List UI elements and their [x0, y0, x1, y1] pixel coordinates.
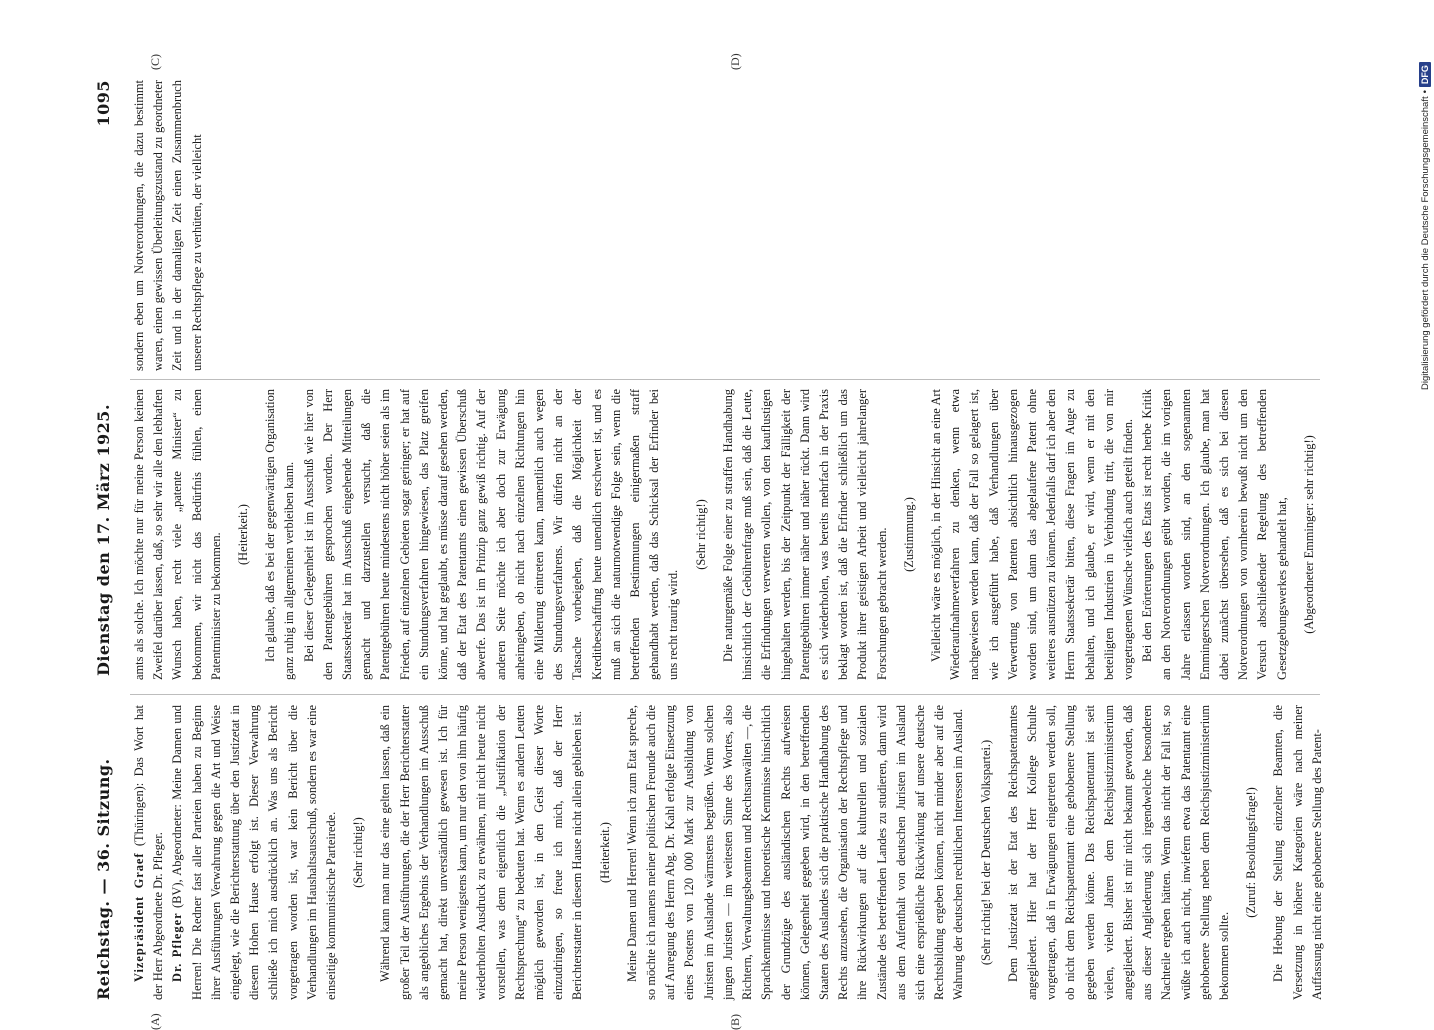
text-column-right: [130, 80, 1320, 680]
paragraph-text: Die naturgemäße Folge einer zu straffen Handhabung hinsichtlich der Gebührenfrage muß sein, daß die Leute, die Erfindungen verwerten wollen, von den kauflustigen hingehalten werden, bis der Zeitpunkt der Fälligkeit der Patentgebühren immer näher und näher rückt. Dann wird es sich wiederholen, was bereits mehrfach in der Praxis beklagt worden ist, daß die Erfinder schließlich um das Produkt ihrer geistigen Arbeit und vielleicht jahrelanger Forschungen gebracht werden.: [720, 389, 889, 680]
paragraph-text: amts als solche. Ich möchte nur für meine Person keinen Zweifel darüber lassen, daß, so sehr wir alle den lebhaften Wunsch haben, recht viele „patente Minister“ zu bekommen, wir nicht das Bedürfnis fühlen, einen Patentminister zu bekommen.: [132, 389, 223, 680]
margin-mark-a: (A): [148, 1013, 162, 1030]
paragraph: [130, 389, 226, 680]
interjection: (Heiterkeit.): [597, 822, 612, 883]
paragraph: [1004, 705, 1234, 1000]
paragraph-text: Ich glaube, daß es bei der gegenwärtigen Organisation ganz ruhig im allgemeinen verbleiben kann.: [263, 389, 297, 680]
paragraph: [1138, 389, 1292, 680]
paragraph-text: Meine Damen und Herren! Wenn ich zum Etat spreche, so möchte ich namens meiner politischen Freunde auch die auf Anregung des Herrn Abg. Dr. Kahl erfolgte Einsetzung eines Postens von 120 000 Mark zur Ausbildung von Juristen im Auslande wärmstens begrüßen. Wenn solchen jungen Juristen — im weitesten Sinne des Wortes, also Richtern, Verwaltungsbeamten und Rechtsanwälten —, die Sprachkenntnisse und theoretische Kenntnisse hinsichtlich der Grundzüge des ausländischen Rechts aufweisen können, Gelegenheit gegeben wird, in den betreffenden Staaten des Auslandes sich die praktische Handhabung des Rechts anzusehen, die Organisation der Rechtspflege und ihre Rückwirkungen auf die kulturellen und sozialen Zustände des betreffenden Landes zu studieren, dann wird aus dem Aufenthalt von deutschen Juristen im Ausland sich eine ersprießliche Rückwirkung auf unsere deutsche Rechtsbildung ergeben können, nicht minder aber auf die Wahrung der deutschen rechtlichen Interessen im Ausland.: [624, 705, 966, 1000]
paragraph: [719, 389, 892, 680]
margin-mark-d: (D): [728, 53, 742, 70]
speaker-name: Vizepräsident Graef: [132, 852, 146, 982]
paragraph: [376, 705, 587, 1000]
page-number: 1095: [93, 80, 113, 127]
interjection: (Sehr richtig! bei der Deutschen Volkspartei.): [978, 739, 993, 966]
paragraph: [927, 389, 1138, 680]
paragraph-text: (Thüringen): Das Wort hat der Herr Abgeordnete Dr. Pfleger.: [132, 705, 166, 1000]
interjection: (Heiterkeit.): [236, 504, 251, 565]
header-center: Dienstag den 17. März 1925.: [93, 403, 113, 677]
speaker-name: Dr. Pfleger: [170, 912, 185, 982]
text-column-left: [130, 705, 1327, 1000]
rotated-printed-page: [88, 53, 1328, 1030]
paragraph: [130, 80, 207, 371]
paragraph-text: (BV), Abgeordneter: Meine Damen und Herren! Die Redner fast aller Parteien haben zu Beginn ihrer Ausführungen Verwahrung gegen die Art und Weise eingelegt, wie die Berichterstattung über den Justizetat in diesem Hohen Hause erfolgt ist. Dieser Verwahrung schließe ich mich ausdrücklich an. Was uns als Bericht vorgetragen worden ist, war kein Bericht über die Verhandlungen im Haushaltsausschuß, sondern es war eine einseitige kommunistische Parteirede.: [170, 705, 339, 1000]
paragraph-text: Die Hebung der Stellung einzelner Beamten, die Versetzung in höhere Kategorien wäre nach meiner Auffassung nicht eine gehobenere Stellung des Patent-: [1271, 705, 1324, 1000]
dfg-logo: DFG: [1419, 62, 1431, 87]
paragraph: [623, 705, 969, 1000]
paragraph-text: Dem Justizetat ist der Etat des Reichspatentamtes angegliedert. Hier hat der Herr Kollege Schulte vorgetragen, daß in Erwägungen eingetreten werden soll, ob nicht dem Reichspatentamt eine gehobenere Stellung gegeben werden könne. Das Reichspatentamt ist seit vielen, vielen Jahren dem Reichsjustizministerium angegliedert. Bisher ist mir nicht bekannt geworden, daß aus dieser Angliederung sich irgendwelche besonderen Nachteile ergeben hätten. Wenn das nicht der Fall ist, so wüßte ich auch nicht, inwiefern etwa das Patentamt eine gehobenere Stellung neben dem Reichsjustizministerium bekommen sollte.: [1005, 705, 1231, 1000]
digitization-note: Digitalisierung gefördert durch die Deutsche Forschungsgemeinschaft: [1419, 96, 1431, 390]
interjection: (Sehr richtig!): [351, 817, 366, 888]
paragraph-text: Vielleicht wäre es möglich, in der Hinsicht an eine Art Wiederaufnahmeverfahren zu denken, wenn etwa nachgewiesen werden kann, daß der Fall so gelagert ist, wie ich ausgeführt habe, daß Verhandlungen über Verwertung von Patenten absichtlich hinausgezogen worden sind, um dann das abgelaufene Patent ohne weiteres ausnützen zu können. Jedenfalls darf ich aber den Herrn Staatssekretär bitten, diese Fragen im Auge zu behalten, und ich glaube, er wird, wenn er mit den beteiligten Industrien in Verbindung tritt, die von mir vorgetragenen Wünsche vielfach auch geteilt finden.: [928, 389, 1135, 680]
interjection: (Abgeordneter Emminger: sehr richtig!): [1301, 435, 1316, 634]
paragraph-text: Während kann man nur das eine gelten lassen, daß ein großer Teil der Ausführungen, die der Herr Berichterstatter als angebliches Ergebnis der Verhandlungen im Ausschuß gemacht hat, direkt unverständlich gewesen ist. Ich für meine Person wenigstens kann, um nur den von ihm häufig wiederholten Ausdruck zu erwähnen, mit nicht heute nicht vorstellen, was denn eigentlich die „Justifikation der Rechtsprechung“ zu bedeuten hat. Wenn es andern Leuten möglich geworden ist, in den Geist dieser Worte einzudringen, so freue ich mich, daß der Herr Berichterstatter in diesem Hause nicht allein geblieben ist.: [378, 705, 585, 1000]
paragraph-text: Bei dieser Gelegenheit ist im Ausschuß wie hier von den Patentgebühren gesprochen worden. Der Herr Staatssekretär hat im Ausschuß eingehende Mitteilungen gemacht und darzustellen versucht, daß die Patentgebühren heute mindestens nicht höher seien als im Frieden, auf einzelnen Gebieten sogar geringer; er hat auf ein Stundungsverfahren hingewiesen, das Platz greifen könne, und hat geglaubt, es müsse darauf gesehen werden, daß der Etat des Patentamts einen gewissen Überschuß abwerfe. Das ist im Prinzip ganz gewiß richtig. Auf der anderen Seite möchte ich aber doch zur Erwägung anheimgeben, ob nicht nach einzelnen Richtungen hin eine Milderung eintreten kann, namentlich auch wegen des Stundungsverfahrens. Wir dürfen nicht an der Tatsache vorbeigehen, daß die Möglichkeit der Kreditbeschaffung heute unendlich erschwert ist, und es muß an sich die naturnotwendige Folge sein, wenn die betreffenden Bestimmungen einigermaßen straff gehandhabt werden, daß das Schicksal der Erfinder bei uns recht traurig wird.: [301, 389, 681, 680]
column-divider: [130, 694, 1320, 695]
paragraph-text: Bei den Erörterungen des Etats ist recht herbe Kritik an den Notverordnungen geübt worden, die im vorigen Jahre erlassen worden sind, an den sogenannten Emmingerschen Notverordnungen. Ich glaube, man hat dabei zunächst übersehen, daß es sich bei diesen Notverordnungen von vornherein bewußt nicht um den Versuch abschließender Regelung des betreffenden Gesetzgebungswerkes gehandelt hat,: [1140, 389, 1289, 680]
paragraph-text: sondern eben um Notverordnungen, die dazu bestimmt waren, einen gewissen Überleitungszustand zu geordneter Zeit und in der damaligen Zeit einen Zusammenbruch unserer Rechtspflege zu verhüten, der vielleicht: [132, 80, 204, 371]
margin-mark-b: (B): [728, 1014, 742, 1030]
header-left: Reichstag. — 36. Sitzung.: [93, 758, 113, 1000]
interjection: (Sehr richtig!): [693, 499, 708, 570]
interjection: (Zuruf: Besoldungsfrage!): [1244, 787, 1259, 918]
paragraph: [130, 705, 168, 1000]
paragraph: [261, 389, 299, 680]
digitization-sidebar: Digitalisierung gefördert durch die Deutsche Forschungsgemeinschaft • DFG: [1416, 0, 1434, 1000]
margin-mark-c: (C): [148, 54, 162, 70]
paragraph: [300, 389, 684, 680]
paragraph: [1269, 705, 1327, 1000]
interjection: (Zustimmung.): [901, 497, 916, 572]
running-header: [88, 80, 118, 1000]
paragraph: [168, 705, 341, 1000]
